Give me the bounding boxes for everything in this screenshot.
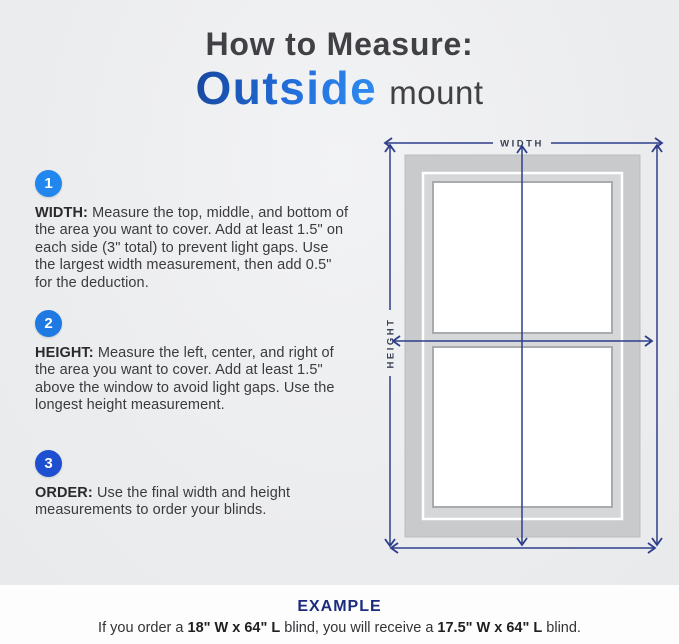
step-3-text xyxy=(35,485,350,520)
example-footer xyxy=(0,585,679,644)
window-measurement-diagram xyxy=(375,128,679,588)
step-2-label: HEIGHT: xyxy=(35,345,94,361)
step-3-body: Use the final width and height measurements to order your blinds. xyxy=(35,485,291,519)
page-title xyxy=(0,26,679,124)
step-2-body: Measure the left, center, and right of the area you want to cover. Add at least 1.5" above the window to avoid light gaps. Use the longest height measurement. xyxy=(35,345,335,414)
right-height-arrow xyxy=(652,145,662,545)
step-1-text xyxy=(35,205,350,292)
step-1 xyxy=(32,170,362,292)
step-3 xyxy=(32,450,362,520)
height-arrow-label: HEIGHT xyxy=(385,317,397,369)
title-suffix-mount: mount xyxy=(389,74,484,111)
step-3-number: 3 xyxy=(44,455,53,472)
example-prefix: If you order a xyxy=(98,620,188,636)
example-received-size: 17.5" W x 64" L xyxy=(437,620,543,636)
example-heading: EXAMPLE xyxy=(297,598,382,615)
step-2-number-badge xyxy=(35,310,62,337)
title-line1: How to Measure: xyxy=(205,26,474,62)
example-middle: blind, you will receive a xyxy=(280,620,438,636)
step-1-body: Measure the top, middle, and bottom of the area you want to cover. Add at least 1.5" on each side (3" total) to prevent light gaps. Use the largest width measurement, then add 0.5" for the deduction. xyxy=(35,205,349,291)
example-sentence xyxy=(0,619,679,637)
step-1-label: WIDTH: xyxy=(35,205,88,221)
step-3-label: ORDER: xyxy=(35,485,93,501)
example-suffix: blind. xyxy=(542,620,581,636)
step-2 xyxy=(32,310,362,415)
step-3-number-badge xyxy=(35,450,62,477)
title-highlight-outside: Outside xyxy=(195,62,378,114)
step-2-number: 2 xyxy=(44,315,53,332)
step-2-text xyxy=(35,345,350,415)
example-ordered-size: 18" W x 64" L xyxy=(187,620,281,636)
window-diagram-svg xyxy=(375,128,679,588)
step-1-number: 1 xyxy=(44,175,53,192)
width-arrow-label: WIDTH xyxy=(500,138,544,150)
title-line2 xyxy=(0,64,679,124)
step-1-number-badge xyxy=(35,170,62,197)
